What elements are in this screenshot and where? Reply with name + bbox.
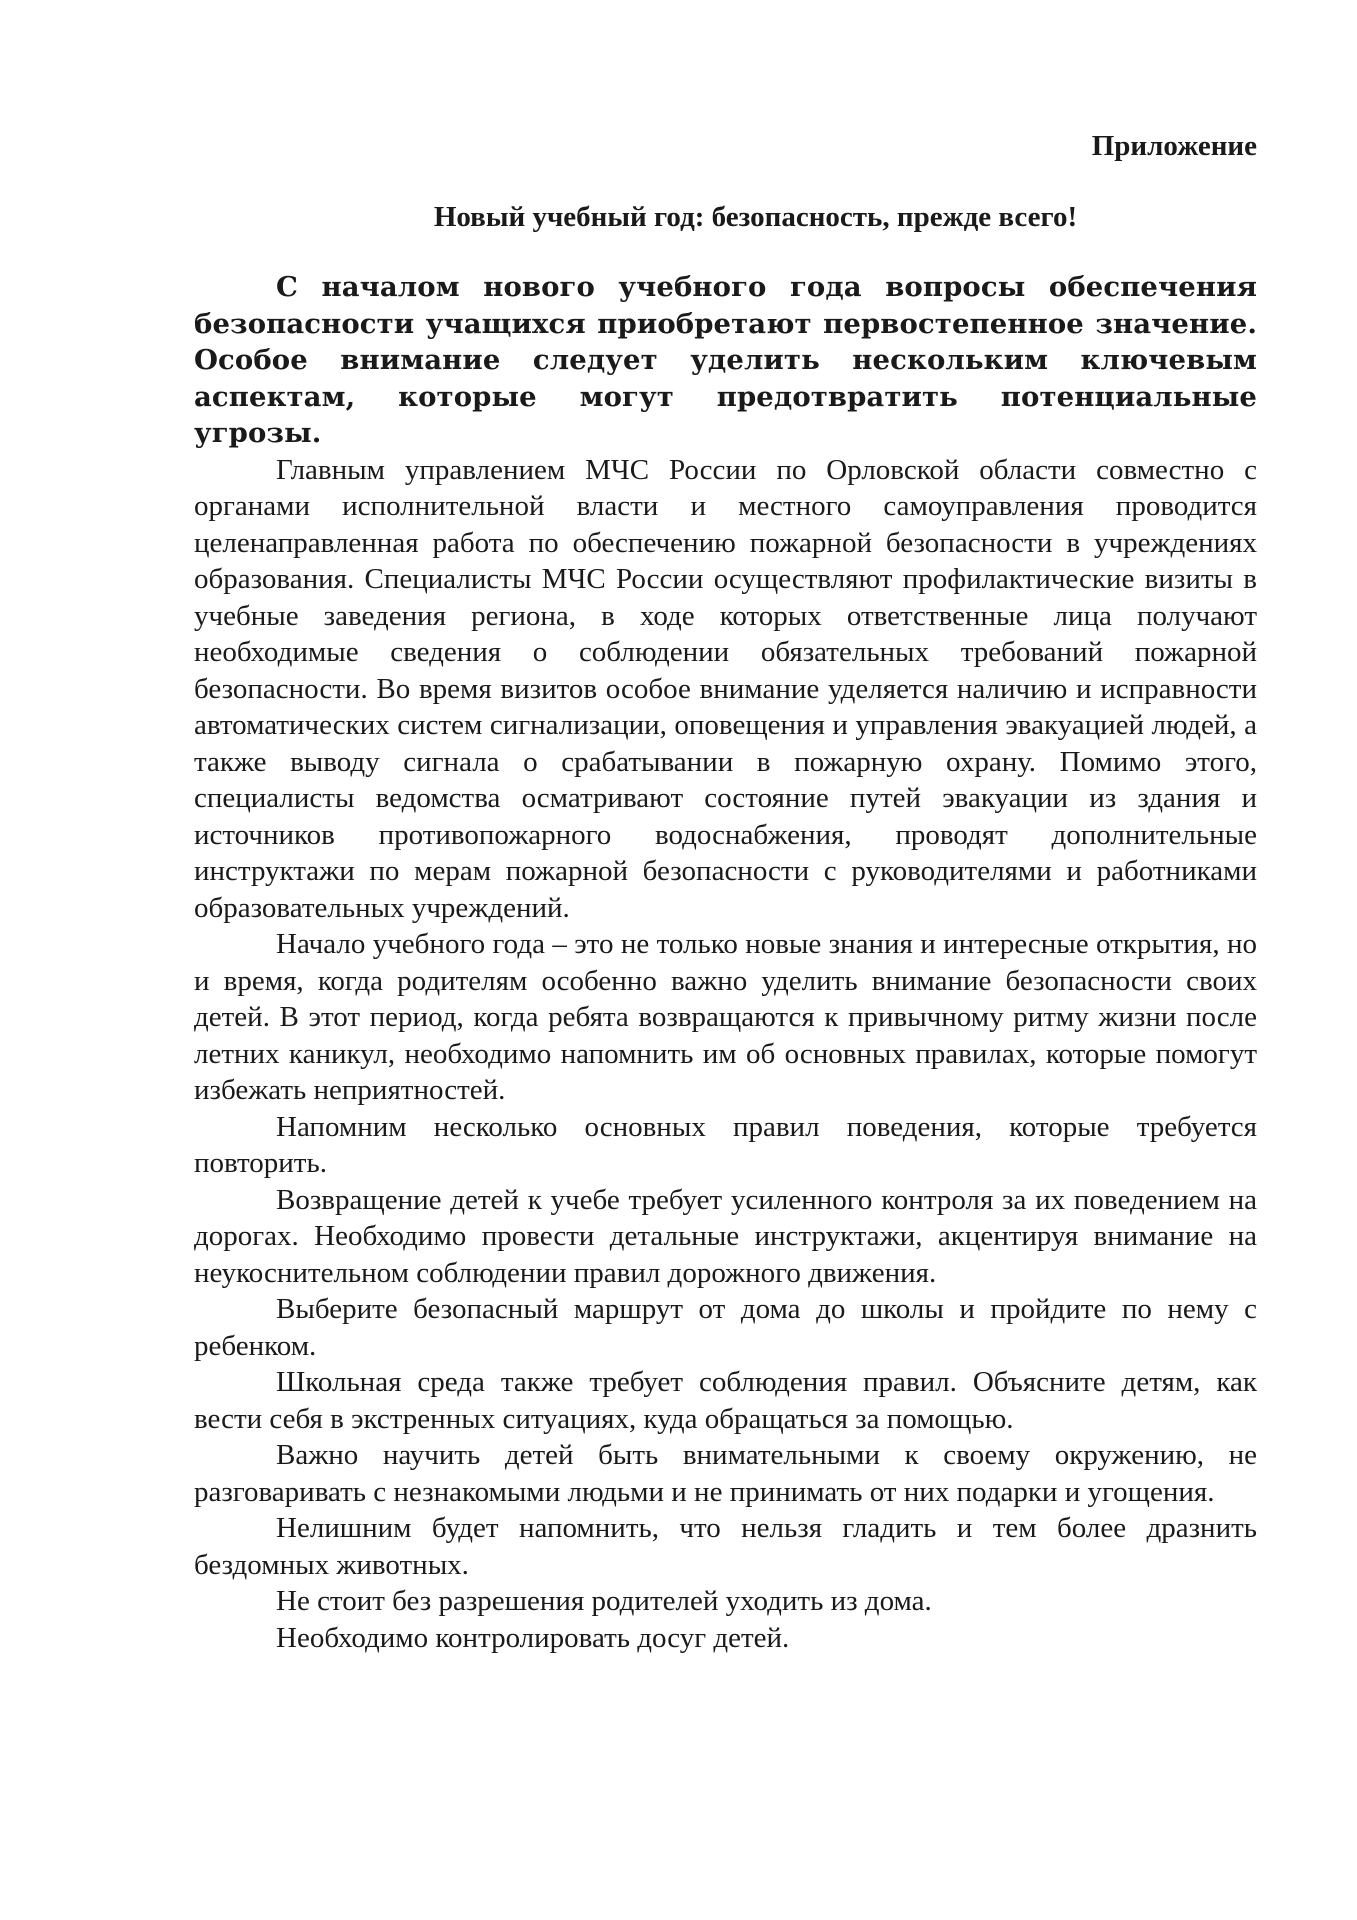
paragraph-school-environment: Школьная среда также требует соблюдения правил. Объясните детям, как вести себя в экстренных ситуациях, куда обращаться за помощью. <box>194 1366 1257 1435</box>
document-title: Новый учебный год: безопасность, прежде всего! <box>433 200 1078 233</box>
paragraph-rules-intro: Напомним несколько основных правил поведения, которые требуется повторить. <box>194 1110 1257 1179</box>
paragraph-strangers: Важно научить детей быть внимательными к своему окружению, не разговаривать с незнакомыми людьми и не принимать от них подарки и угощения. <box>194 1439 1257 1508</box>
paragraph-leaving-home: Не стоит без разрешения родителей уходить из дома. <box>276 1585 932 1617</box>
paragraph-road-safety: Возвращение детей к учебе требует усиленного контроля за их поведением на дорогах. Необходимо провести детальные инструктажи, акцентируя внимание на неукоснительном соблюдении правил дорожного движения. <box>194 1183 1257 1289</box>
paragraph-school-year-start: Начало учебного года – это не только новые знания и интересные открытия, но и время, когда родителям особенно важно уделить внимание безопасности своих детей. В этот период, когда ребята возвращаются к привычному ритму жизни после летних каникул, необходимо напомнить им об основных правилах, которые помогут избежать неприятностей. <box>194 928 1257 1106</box>
paragraph-fire-safety: Главным управлением МЧС России по Орловской области совместно с органами исполнительной власти и местного самоуправления проводится целенаправленная работа по обеспечению пожарной безопасности в учреждениях образования. Специалисты МЧС России осуществляют профилактические визиты в учебные заведения региона, в ходе которых ответственные лица получают необходимые сведения о соблюдении обязательных требований пожарной безопасности. Во время визитов особое внимание уделяется наличию и исправности автоматических систем сигнализации, оповещения и управления эвакуацией людей, а также выводу сигнала о срабатывании в пожарную охрану. Помимо этого, специалисты ведомства осматривают состояние путей эвакуации из здания и источников противопожарного водоснабжения, проводят дополнительные инструктажи по мерам пожарной безопасности с руководителями и работниками образовательных учреждений. <box>194 453 1257 924</box>
paragraph-leisure-control: Необходимо контролировать досуг детей. <box>276 1621 790 1654</box>
document-body <box>194 128 1257 1656</box>
lead-paragraph: С началом нового учебного года вопросы обеспечения безопасности учащихся приобретают первостепенное значение. Особое внимание следует уделить нескольким ключевым аспектам, которые могут предотвратить потенциальные угрозы. <box>194 271 1257 449</box>
appendix-label: Приложение <box>1091 130 1257 162</box>
paragraph-stray-animals: Нелишним будет напомнить, что нельзя гладить и тем более дразнить бездомных животных. <box>194 1512 1257 1581</box>
paragraph-safe-route: Выберите безопасный маршрут от дома до школы и пройдите по нему с ребенком. <box>194 1293 1257 1362</box>
